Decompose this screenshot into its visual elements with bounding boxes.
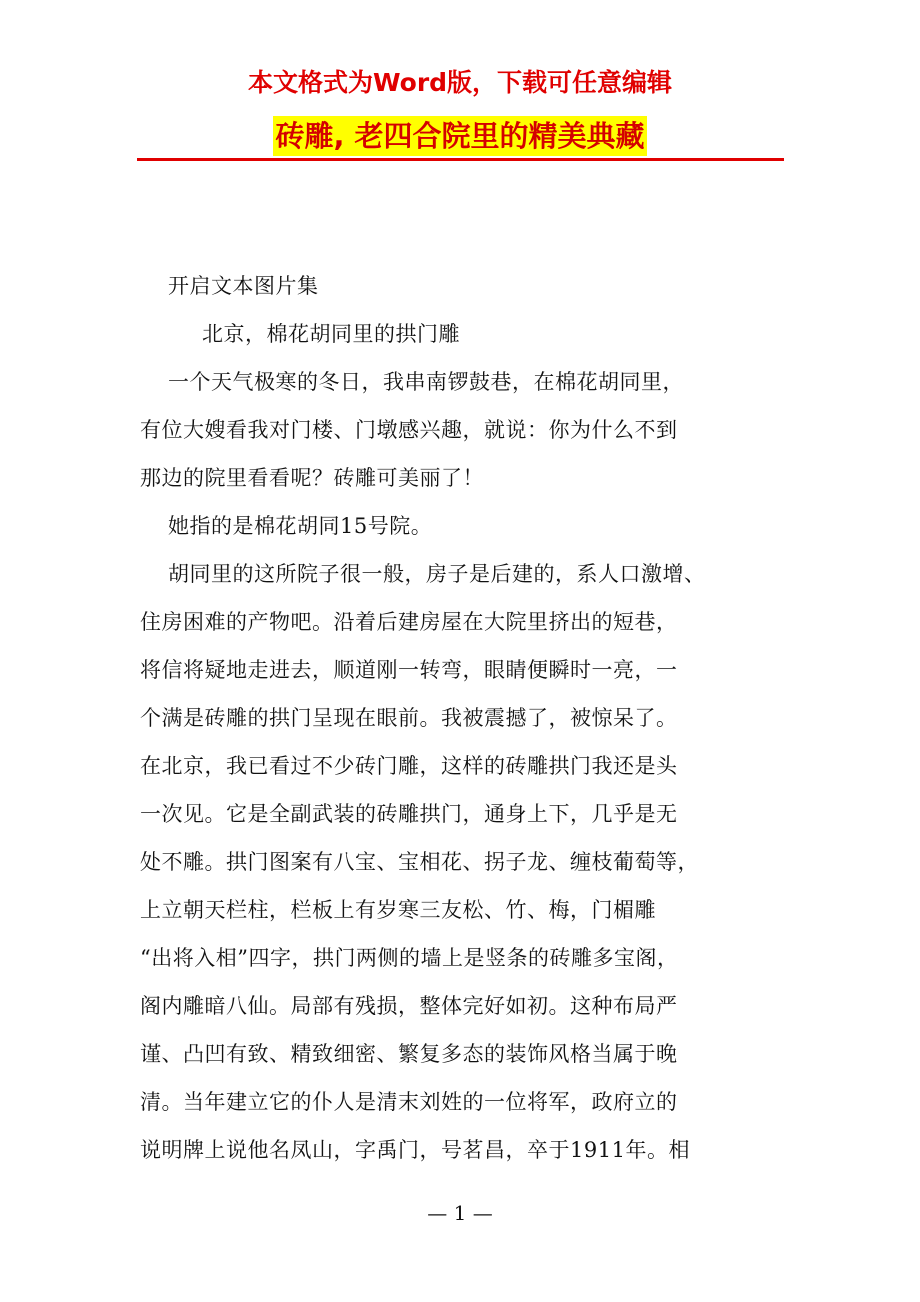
text-line: 清。当年建立它的仆人是清末刘姓的一位将军，政府立的 [140, 1090, 678, 1114]
page-number: — 1 — [427, 1201, 493, 1225]
header-rule [137, 158, 784, 161]
document-body [140, 262, 780, 1174]
text-line: 个满是砖雕的拱门呈现在眼前。我被震撼了，被惊呆了。 [140, 706, 678, 730]
text-line: 在北京，我已看过不少砖门雕，这样的砖雕拱门我还是头 [140, 754, 678, 778]
text-line: 阁内雕暗八仙。局部有残损，整体完好如初。这种布局严 [140, 994, 678, 1018]
text-line: 一个天气极寒的冬日，我串南锣鼓巷，在棉花胡同里， [168, 370, 684, 394]
text-line: “出将入相”四字，拱门两侧的墙上是竖条的砖雕多宝阁， [140, 946, 679, 970]
text-line: 北京，棉花胡同里的拱门雕 [202, 322, 460, 346]
text-line: 处不雕。拱门图案有八宝、宝相花、拐子龙、缠枝葡萄等， [140, 850, 699, 874]
text-line: 有位大嫂看我对门楼、门墩感兴趣，就说：你为什么不到 [140, 418, 678, 442]
format-notice: 本文格式为Word版，下载可任意编辑 [247, 68, 673, 97]
text-line: 上立朝天栏柱，栏板上有岁寒三友松、竹、梅，门楣雕 [140, 898, 656, 922]
text-line: 住房困难的产物吧。沿着后建房屋在大院里挤出的短巷， [140, 610, 678, 634]
text-line: 说明牌上说他名凤山，字禹门，号茗昌，卒于1911年。相 [140, 1138, 690, 1162]
text-line: 胡同里的这所院子很一般，房子是后建的，系人口激增、 [168, 562, 706, 586]
title-container [0, 116, 920, 156]
text-line: 她指的是棉花胡同15号院。 [168, 514, 433, 538]
document-title: 砖雕, 老四合院里的精美典藏 [273, 116, 646, 156]
text-line: 一次见。它是全副武装的砖雕拱门，通身上下，几乎是无 [140, 802, 678, 826]
text-line: 那边的院里看看呢？砖雕可美丽了！ [140, 466, 484, 490]
text-line: 开启文本图片集 [168, 274, 319, 298]
text-line: 将信将疑地走进去，顺道刚一转弯，眼睛便瞬时一亮，一 [140, 658, 678, 682]
text-line: 谨、凸凹有致、精致细密、繁复多态的装饰风格当属于晚 [140, 1042, 678, 1066]
